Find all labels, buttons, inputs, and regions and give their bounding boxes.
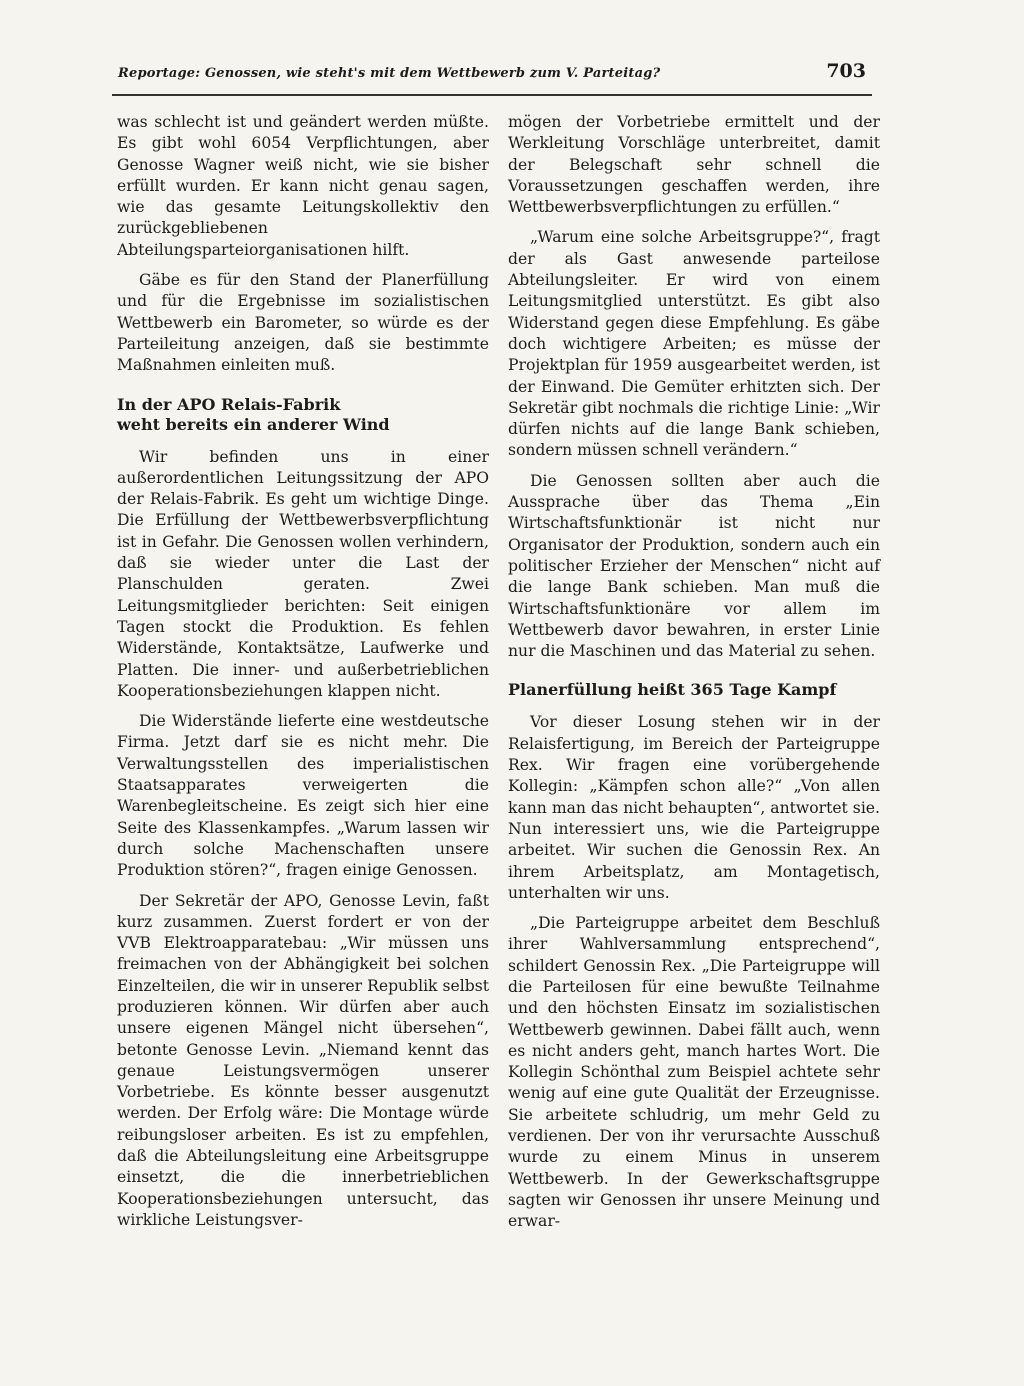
- paragraph: Der Sekretär der APO, Genosse Levin, faßt kurz zusammen. Zuerst fordert er von der VVB Elektroapparatebau: „Wir müssen uns freimachen von der Abhängigkeit bei solchen Einzelteilen, die wir in unserer Republik selbst produzieren können. Wir dürfen aber auch unsere eigenen Mängel nicht übersehen“, betonte Genosse Levin. „Niemand kennt das genaue Leistungsvermögen unserer Vorbetriebe. Es könnte besser ausgenutzt werden. Der Erfolg wäre: Die Montage würde reibungsloser arbeiten. Es ist zu empfehlen, daß die Abteilungsleitung eine Arbeitsgruppe einsetzt, die die innerbetrieblichen Kooperationsbeziehungen untersucht, das wirkliche Leistungsver-: [117, 891, 489, 1229]
- section-heading-line: Planerfüllung heißt 365 Tage Kampf: [508, 680, 837, 700]
- section-heading-line: weht bereits ein anderer Wind: [117, 414, 390, 434]
- paragraph: Wir befinden uns in einer außerordentlichen Leitungssitzung der APO der Relais-Fabrik. Es geht um wichtige Dinge. Die Erfüllung der Wettbewerbsverpflichtung ist in Gefahr. Die Genossen wollen verhindern, daß sie wieder unter die Last der Planschulden geraten. Zwei Leitungsmitglieder berichten: Seit einigen Tagen stockt die Produktion. Es fehlen Widerstände, Kontaktsätze, Laufwerke und Platten. Die inner- und außerbetrieblichen Kooperationsbeziehungen klappen nicht.: [117, 447, 489, 700]
- paragraph: Vor dieser Losung stehen wir in der Relaisfertigung, im Bereich der Parteigruppe Rex. Wir fragen eine vorübergehende Kollegin: „Kämpfen schon alle?“ „Von allen kann man das nicht behaupten“, antwortet sie. Nun interessiert uns, wie die Parteigruppe arbeitet. Wir suchen die Genossin Rex. An ihrem Arbeitsplatz, am Montagetisch, unterhalten wir uns.: [508, 713, 880, 902]
- page-header: [112, 60, 872, 96]
- paragraph: Gäbe es für den Stand der Planerfüllung und für die Ergebnisse im sozialistischen Wettbewerb ein Barometer, so würde es der Parteileitung anzeigen, daß sie bestimmte Maßnahmen einleiten muß.: [117, 271, 489, 375]
- paragraph: „Warum eine solche Arbeitsgruppe?“, fragt der als Gast anwesende parteilose Abteilungsleiter. Er wird von einem Leitungsmitglied unterstützt. Es gibt also Widerstand gegen diese Empfehlung. Es gäbe doch wichtigere Arbeiten; es müsse der Projektplan für 1959 ausgearbeitet werden, ist der Einwand. Die Gemüter erhitzten sich. Der Sekretär gibt nochmals die richtige Linie: „Wir dürfen nichts auf die lange Bank schieben, sondern müssen schnell verändern.“: [508, 228, 880, 460]
- paragraph: mögen der Vorbetriebe ermittelt und der Werkleitung Vorschläge unterbreitet, damit der Belegschaft sehr schnell die Voraussetzungen geschaffen werden, ihre Wettbewerbsverpflichtungen zu erfüllen.“: [508, 113, 880, 217]
- section-heading-line: In der APO Relais-Fabrik: [117, 394, 341, 414]
- paragraph: „Die Parteigruppe arbeitet dem Beschluß ihrer Wahlversammlung entsprechend“, schildert Genossin Rex. „Die Parteigruppe will die Parteilosen für eine bewußte Teilnahme und den höchsten Einsatz im sozialistischen Wettbewerb gewinnen. Dabei fällt auch, wenn es nicht anders geht, manch hartes Wort. Die Kollegin Schönthal zum Beispiel achtete sehr wenig auf eine gute Qualität der Erzeugnisse. Sie arbeitete schludrig, um mehr Geld zu verdienen. Der von ihr verursachte Ausschuß wurde zu einem Minus in unserem Wettbewerb. In der Gewerkschaftsgruppe sagten wir Genossen ihr unsere Meinung und erwar-: [508, 914, 880, 1231]
- page-number: 703: [826, 60, 866, 82]
- right-column: [508, 112, 880, 1242]
- running-title: Reportage: Genossen, wie steht's mit dem Wettbewerb zum V. Parteitag?: [118, 66, 661, 81]
- section-heading: [508, 680, 880, 700]
- paragraph: was schlecht ist und geändert werden müßte. Es gibt wohl 6054 Verpflichtungen, aber Genosse Wagner weiß nicht, wie sie bisher erfüllt wurden. Er kann nicht genau sagen, wie das gesamte Leitungskollektiv den zurückgebliebenen Abteilungsparteiorganisationen hilft.: [117, 113, 489, 259]
- section-heading: [117, 395, 489, 435]
- paragraph: Die Widerstände lieferte eine westdeutsche Firma. Jetzt darf sie es nicht mehr. Die Verwaltungsstellen des imperialistischen Staatsapparates verweigerten die Warenbegleitscheine. Es zeigt sich hier eine Seite des Klassenkampfes. „Warum lassen wir durch solche Machenschaften unsere Produktion stören?“, fragen einige Genossen.: [117, 712, 489, 880]
- paragraph: Die Genossen sollten aber auch die Aussprache über das Thema „Ein Wirtschaftsfunktionär ist nicht nur Organisator der Produktion, sondern auch ein politischer Erzieher der Menschen“ nicht auf die lange Bank schieben. Man muß die Wirtschaftsfunktionäre vor allem im Wettbewerb davor bewahren, in erster Linie nur die Maschinen und das Material zu sehen.: [508, 471, 880, 661]
- left-column: [117, 112, 489, 1240]
